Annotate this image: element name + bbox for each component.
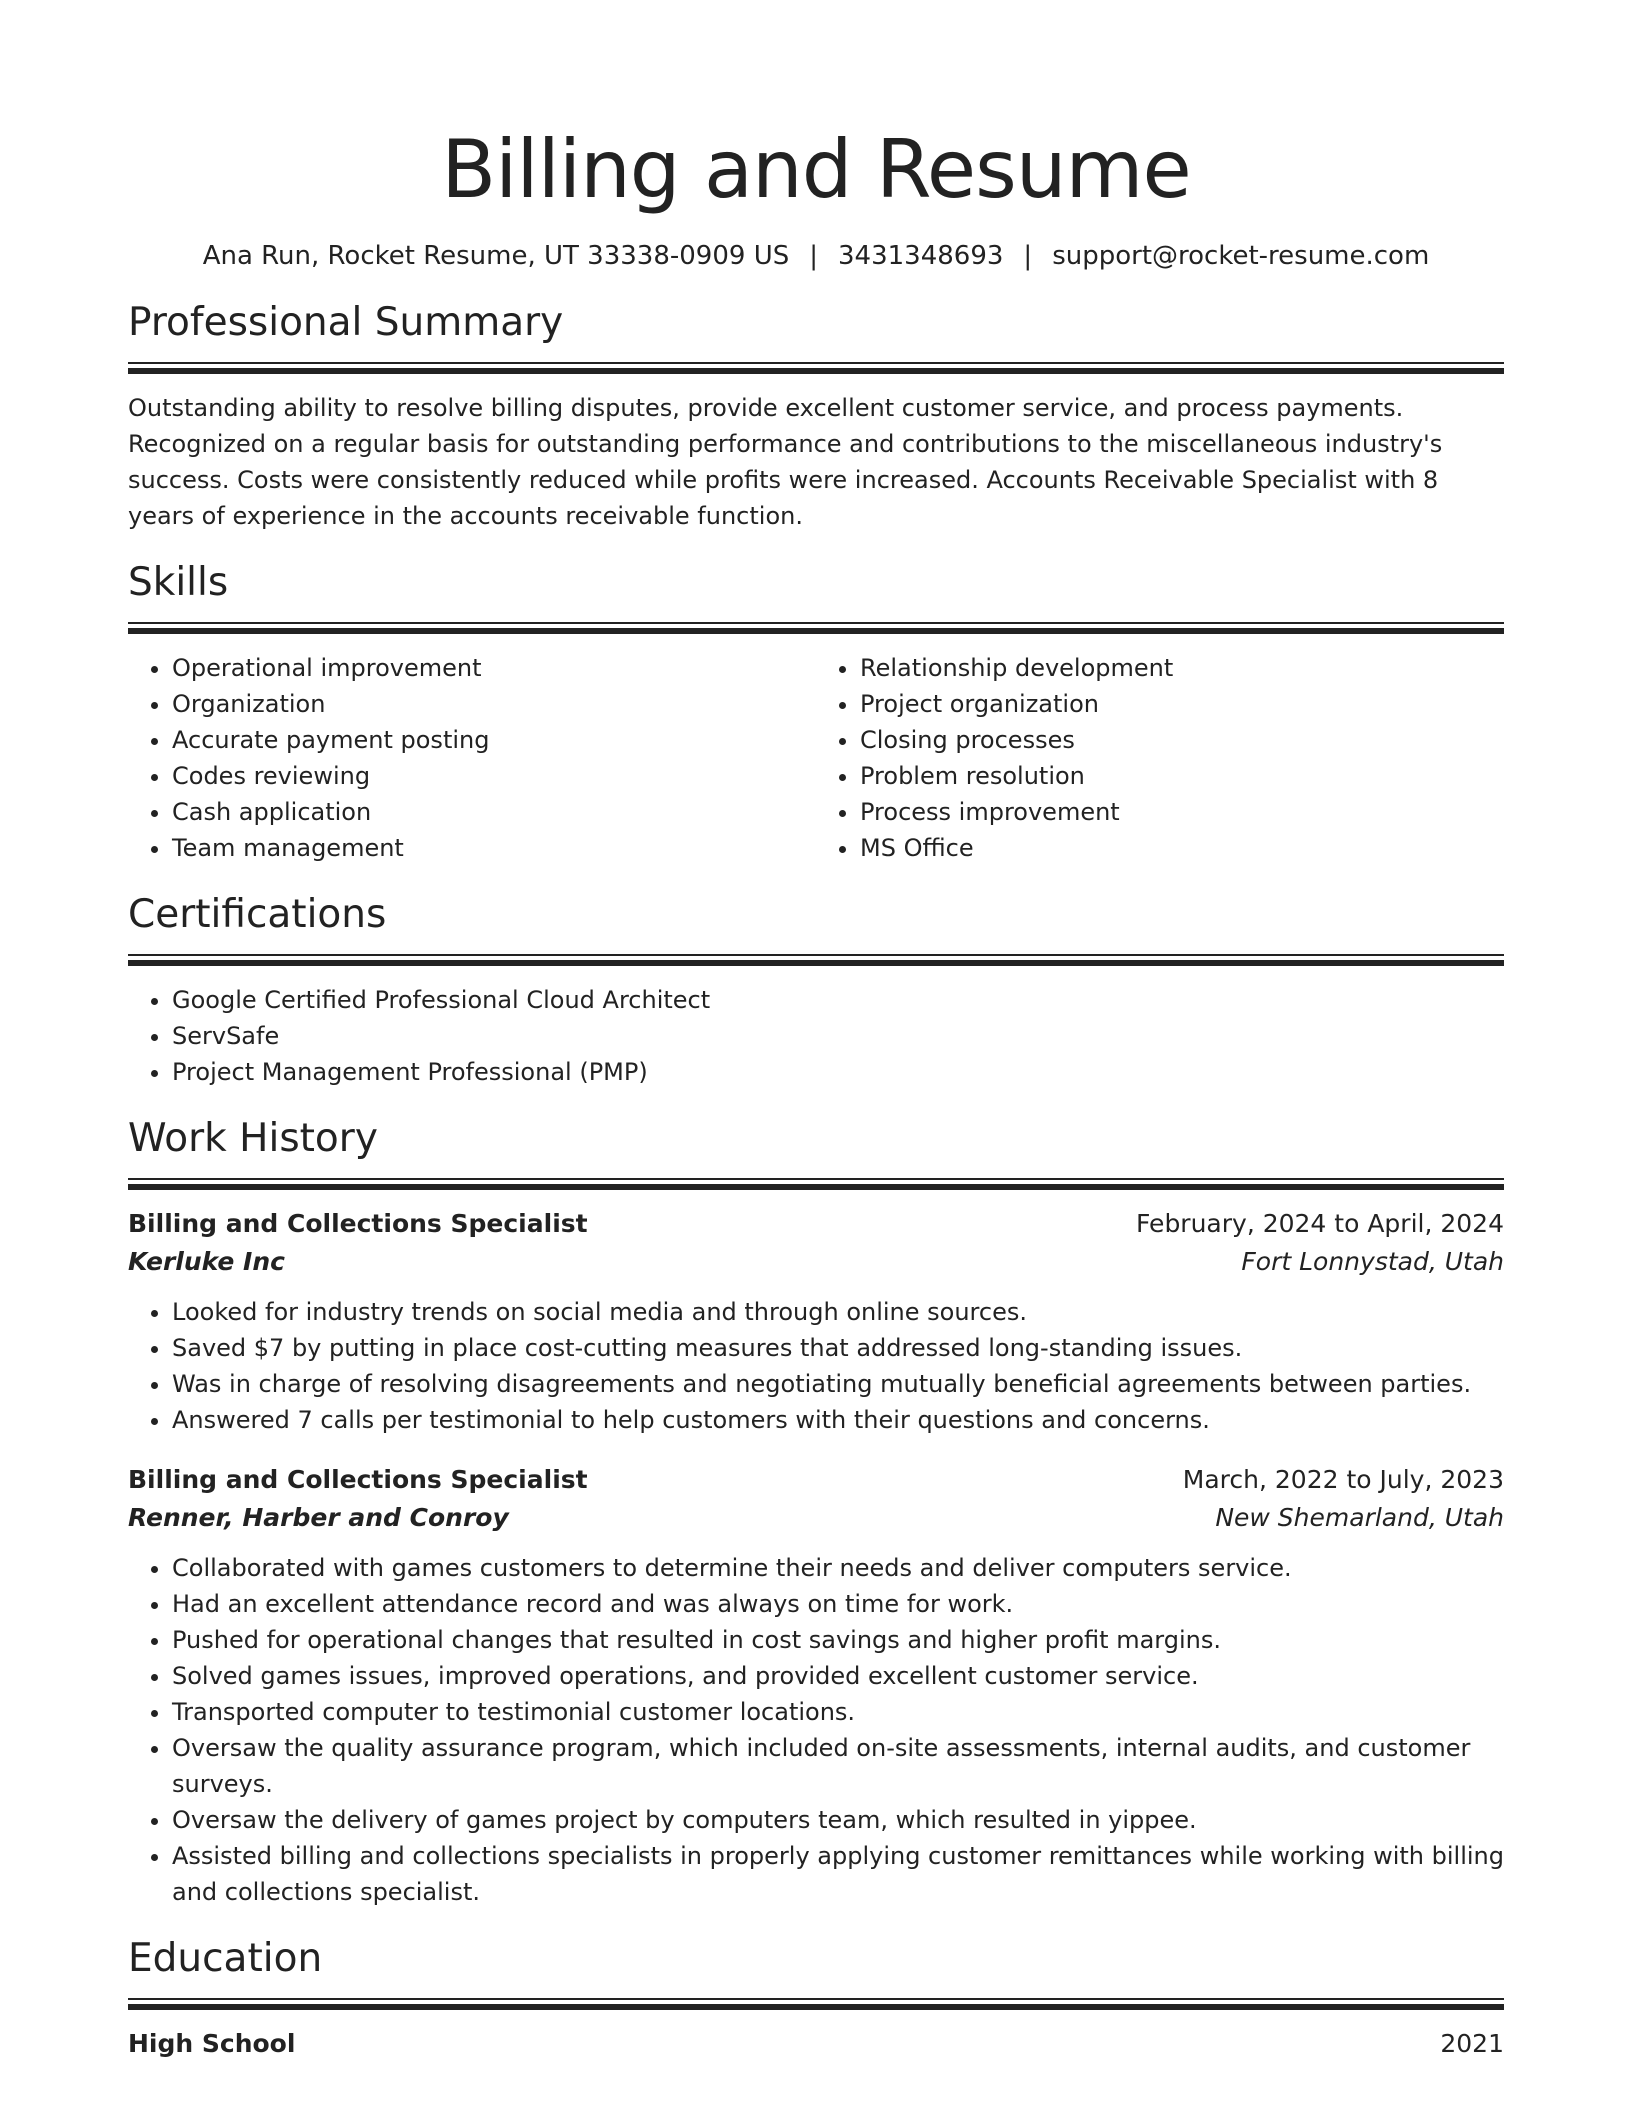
job-title: Billing and Collections Specialist <box>128 1465 588 1494</box>
contact-line <box>128 238 1504 274</box>
job-company: Renner, Harber and Conroy <box>128 1503 509 1532</box>
section-skills <box>128 558 1504 866</box>
certification-item: • Project Management Professional (PMP) <box>172 1054 1504 1090</box>
section-title-skills: Skills <box>128 560 229 605</box>
job-location: New Shemarland, Utah <box>1215 1503 1504 1532</box>
job-bullet: • Saved $7 by putting in place cost-cutting measures that addressed long-standing issues. <box>172 1330 1504 1366</box>
section-divider <box>128 622 1504 634</box>
skill-item: • Organization <box>172 686 816 722</box>
section-divider <box>128 1178 1504 1190</box>
job-bullet: • Looked for industry trends on social media and through online sources. <box>172 1294 1504 1330</box>
section-divider <box>128 954 1504 966</box>
job-bullet: • Oversaw the quality assurance program, which included on-site assessments, internal audits, and customer surveys. <box>172 1730 1504 1802</box>
section-work-history <box>128 1114 1504 1910</box>
job-dates: February, 2024 to April, 2024 <box>1136 1209 1504 1238</box>
job-bullet: • Had an excellent attendance record and was always on time for work. <box>172 1586 1504 1622</box>
job-entry <box>128 1462 1504 1910</box>
certification-item: • ServSafe <box>172 1018 1504 1054</box>
resume-header <box>128 120 1504 274</box>
job-bullet: • Oversaw the delivery of games project by computers team, which resulted in yippee. <box>172 1802 1504 1838</box>
job-location: Fort Lonnystad, Utah <box>1241 1247 1504 1276</box>
skill-item: • Operational improvement <box>172 650 816 686</box>
job-bullets <box>128 1550 1504 1910</box>
skill-item: • Codes reviewing <box>172 758 816 794</box>
skills-list-left <box>128 650 816 866</box>
skill-item: • Closing processes <box>860 722 1504 758</box>
skill-item: • Cash application <box>172 794 816 830</box>
skill-item: • Team management <box>172 830 816 866</box>
job-bullets <box>128 1294 1504 1438</box>
section-education <box>128 1934 1504 2062</box>
section-title-certifications: Certifications <box>128 892 387 937</box>
summary-text: Outstanding ability to resolve billing disputes, provide excellent customer service, and process payments. Recognized on a regular basis for outstanding performance and contributions to the miscellaneous industry's success. Costs were consistently reduced while profits were increased. Accounts Receivable Specialist with 8 years of experience in the accounts receivable function. <box>128 394 1443 530</box>
job-bullet: • Transported computer to testimonial customer locations. <box>172 1694 1504 1730</box>
section-title-education: Education <box>128 1936 323 1981</box>
contact-email: support@rocket-resume.com <box>1052 241 1430 271</box>
section-divider <box>128 362 1504 374</box>
skill-item: • Relationship development <box>860 650 1504 686</box>
contact-separator: | <box>809 241 818 271</box>
job-bullet: • Answered 7 calls per testimonial to help customers with their questions and concerns. <box>172 1402 1504 1438</box>
education-year: 2021 <box>1440 2029 1504 2058</box>
education-entry <box>128 2026 1504 2062</box>
job-bullet: • Solved games issues, improved operations, and provided excellent customer service. <box>172 1658 1504 1694</box>
skill-item: • Problem resolution <box>860 758 1504 794</box>
job-bullet: • Assisted billing and collections specialists in properly applying customer remittances while working with billing and collections specialist. <box>172 1838 1504 1910</box>
education-degree: High School <box>128 2029 296 2058</box>
certifications-list <box>128 982 1504 1090</box>
section-summary <box>128 298 1504 534</box>
job-entry <box>128 1206 1504 1438</box>
contact-separator: | <box>1023 241 1033 271</box>
skill-item: • Accurate payment posting <box>172 722 816 758</box>
section-title-work-history: Work History <box>128 1116 378 1161</box>
contact-address: Ana Run, Rocket Resume, UT 33338-0909 US <box>202 241 790 271</box>
job-bullet: • Was in charge of resolving disagreements and negotiating mutually beneficial agreements between parties. <box>172 1366 1504 1402</box>
skill-item: • MS Office <box>860 830 1504 866</box>
skill-item: • Project organization <box>860 686 1504 722</box>
job-dates: March, 2022 to July, 2023 <box>1182 1465 1504 1494</box>
skill-item: • Process improvement <box>860 794 1504 830</box>
candidate-name: Billing and Resume <box>441 123 1191 216</box>
skills-list-right <box>816 650 1504 866</box>
section-divider <box>128 1998 1504 2010</box>
section-certifications <box>128 890 1504 1090</box>
section-title-summary: Professional Summary <box>128 300 564 345</box>
contact-phone: 3431348693 <box>838 241 1004 271</box>
job-bullet: • Pushed for operational changes that resulted in cost savings and higher profit margins. <box>172 1622 1504 1658</box>
job-company: Kerluke Inc <box>128 1247 285 1276</box>
certification-item: • Google Certified Professional Cloud Architect <box>172 982 1504 1018</box>
job-title: Billing and Collections Specialist <box>128 1209 588 1238</box>
job-bullet: • Collaborated with games customers to determine their needs and deliver computers service. <box>172 1550 1504 1586</box>
